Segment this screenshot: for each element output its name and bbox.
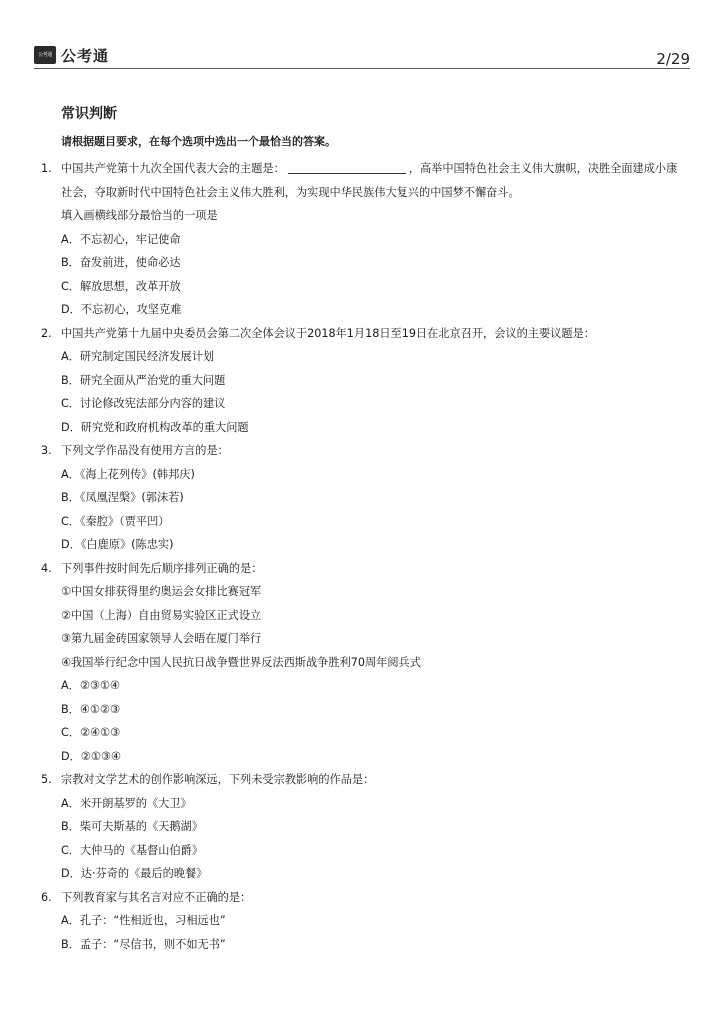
option-d [0,533,724,557]
event-text: ④我国举行纪念中国人民抗日战争暨世界反法西斯战争胜利70周年阅兵式 [61,655,421,669]
event-item-3 [0,627,724,651]
option-text: C．讨论修改宪法部分内容的建议 [61,397,226,410]
option-a [0,228,724,252]
option-text: A．孔子：“性相近也，习相远也” [61,914,226,927]
logo-text: 公考通 [61,46,110,65]
event-text: ②中国（上海）自由贸易实验区正式设立 [61,608,262,622]
question-5 [0,768,724,792]
event-text: ①中国女排获得里约奥运会女排比赛冠军 [61,585,262,598]
question-text: 下列教育家与其名言对应不正确的是： [61,890,252,904]
option-text: C．《秦腔》（贾平凹） [61,514,170,528]
option-d [0,298,724,322]
section-title: 常识判断 [61,106,117,122]
question-list [0,157,724,956]
event-item-4 [0,651,724,675]
event-item-1 [0,580,724,604]
option-text: A．研究制定国民经济发展计划 [61,350,215,363]
question-text: 下列事件按时间先后顺序排列正确的是： [61,561,263,575]
option-a [0,674,724,698]
question-4 [0,557,724,581]
page-header [34,44,690,70]
question-prompt-text: 填入画横线部分最恰当的一项是 [61,209,218,222]
option-text: A．不忘初心，牢记使命 [61,232,181,246]
option-text: A．米开朗基罗的《大卫》 [61,796,192,810]
option-text: D．达·芬奇的《最后的晚餐》 [61,867,208,880]
option-a [0,909,724,933]
answer-blank [288,161,406,174]
question-6 [0,886,724,910]
option-text: D．②①③④ [61,749,121,763]
question-text-after: ，高举中国特色社会主义伟大旗帜，决胜全面建成小康 [408,162,678,175]
header-divider [34,68,690,69]
question-number: 2. [41,326,52,340]
option-a [0,463,724,487]
option-text: D．不忘初心，攻坚克难 [61,303,182,316]
option-text: A．②③①④ [61,679,120,692]
question-text: 宗教对文学艺术的创作影响深远，下列未受宗教影响的作品是： [61,773,375,786]
option-text: C．解放思想，改革开放 [61,279,181,293]
question-1 [0,157,724,181]
option-a [0,792,724,816]
instruction-text: 请根据题目要求，在每个选项中选出一个最恰当的答案。 [61,135,336,148]
question-text-before: 中国共产党第十九次全国代表大会的主题是： [61,162,285,175]
option-c [0,392,724,416]
event-item-2 [0,604,724,628]
question-prompt [0,204,724,228]
question-text-continuation: 社会，夺取新时代中国特色社会主义伟大胜利，为实现中华民族伟大复兴的中国梦不懈奋斗。 [61,185,520,199]
option-text: A．《海上花列传》(韩邦庆) [61,467,195,481]
question-number: 6. [41,890,52,904]
event-text: ③第九届金砖国家领导人会晤在厦门举行 [61,632,262,645]
option-c [0,721,724,745]
option-text: B．柴可夫斯基的《天鹅湖》 [61,820,203,833]
question-text: 中国共产党第十九届中央委员会第二次全体会议于2018年1月18日至19日在北京召开，会议的主要议题是： [61,326,595,340]
question-2 [0,322,724,346]
option-b [0,815,724,839]
question-number: 4. [41,561,52,575]
option-text: B．奋发前进，使命必达 [61,256,181,269]
option-b [0,251,724,275]
option-text: B．孟子：“尽信书，则不如无书” [61,937,226,951]
question-number: 5. [41,773,52,786]
option-text: B．研究全面从严治党的重大问题 [61,373,226,387]
option-a [0,345,724,369]
question-3 [0,439,724,463]
option-d [0,862,724,886]
option-text: B．④①②③ [61,702,120,716]
question-text: 下列文学作品没有使用方言的是： [61,444,229,457]
option-text: D．研究党和政府机构改革的重大问题 [61,420,249,434]
option-text: B．《凤凰涅槃》(郭沫若) [61,491,184,504]
option-text: C．②④①③ [61,726,121,739]
logo-badge-icon: 公考通 [34,46,56,64]
option-b [0,698,724,722]
question-text [61,157,677,181]
option-d [0,416,724,440]
option-b [0,486,724,510]
logo [34,44,109,66]
option-b [0,933,724,957]
question-number: 3. [41,444,52,457]
option-c [0,839,724,863]
question-number: 1. [41,162,52,175]
option-b [0,369,724,393]
option-text: D．《白鹿原》(陈忠实) [61,538,174,551]
option-c [0,510,724,534]
page-number: 2/29 [656,50,690,68]
option-c [0,275,724,299]
option-d [0,745,724,769]
question-continuation [0,181,724,205]
option-text: C．大仲马的《基督山伯爵》 [61,843,204,857]
